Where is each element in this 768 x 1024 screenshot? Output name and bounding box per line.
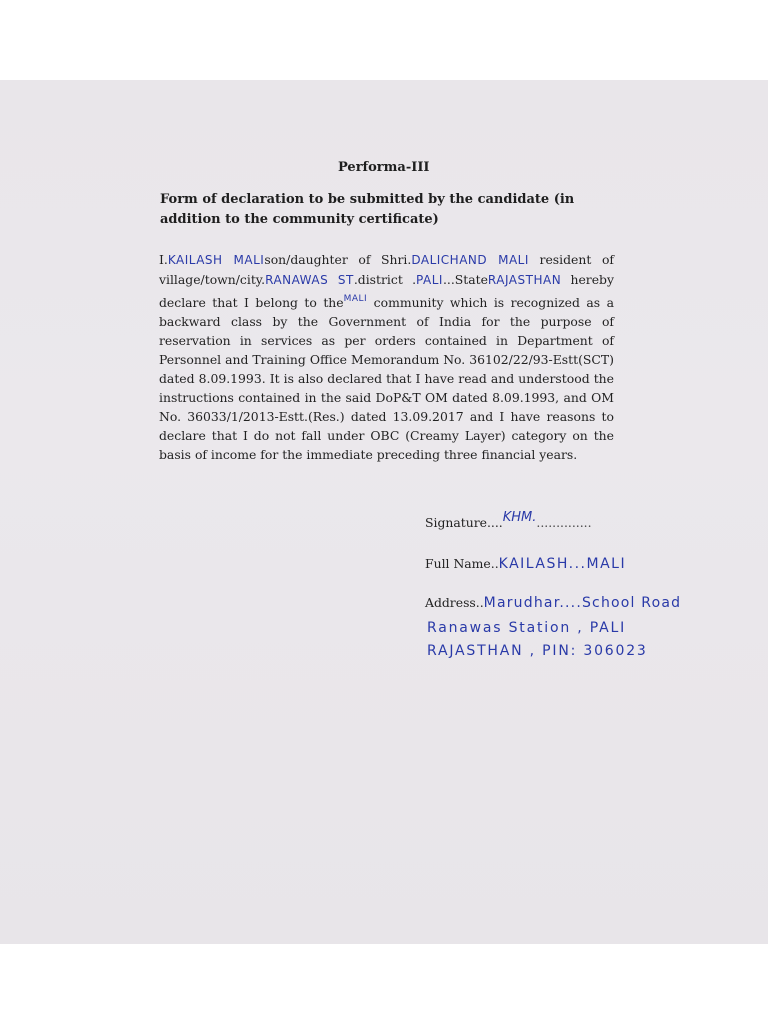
- signature-label: Signature....: [425, 515, 503, 530]
- address-line: [425, 595, 681, 611]
- handwritten-fullname: KAILASH...MALI: [498, 556, 627, 572]
- handwritten-father-name: DALICHAND MALI: [411, 253, 529, 267]
- address-label: Address..: [425, 595, 484, 610]
- document-title: Performa-III: [338, 160, 430, 175]
- fullname-line: [425, 556, 626, 572]
- handwritten-address-3: RAJASTHAN , PIN: 306023: [427, 643, 648, 659]
- para-text-4: .district .: [353, 272, 417, 287]
- handwritten-address-2: Ranawas Station , PALI: [427, 620, 627, 636]
- para-text-1: I.: [159, 252, 168, 267]
- signature-line: [425, 510, 592, 531]
- para-text-7: community which is recognized as a backward class by the Government of India for the purpose of reservation in services as per orders contained in Department of Personnel and Training Office Memorandum No. 36102/22/93-Estt(SCT) dated 8.09.1993. It is also declared that I have read and understood the instructions contained in the said DoP&T OM dated 8.09.1993, and OM No. 36033/1/2013-Estt.(Res.) dated 13.09.2017 and I have reasons to declare that I do not fall under OBC (Creamy Layer) category on the basis of income for the immediate preceding three financial years.: [159, 295, 614, 462]
- fullname-label: Full Name..: [425, 556, 499, 571]
- handwritten-village: RANAWAS ST: [265, 273, 354, 287]
- handwritten-state: RAJASTHAN: [487, 273, 562, 287]
- handwritten-community: MALI: [343, 294, 368, 304]
- declaration-paragraph: [159, 250, 614, 464]
- para-text-2: son/daughter of Shri.: [264, 252, 412, 267]
- para-text-5: ...State: [442, 272, 488, 287]
- signature-dots: ..............: [536, 515, 592, 530]
- form-heading: Form of declaration to be submitted by the candidate (in addition to the community certificate): [160, 192, 575, 227]
- para-text-6: hereby declare that I belong to the: [159, 272, 614, 310]
- handwritten-address-1: Marudhar....School Road: [483, 595, 682, 611]
- handwritten-signature: KHM.: [502, 510, 537, 525]
- handwritten-name: KAILASH MALI: [167, 253, 265, 267]
- handwritten-district: PALI: [416, 273, 443, 287]
- para-text-3: resident of village/town/city.: [159, 252, 614, 287]
